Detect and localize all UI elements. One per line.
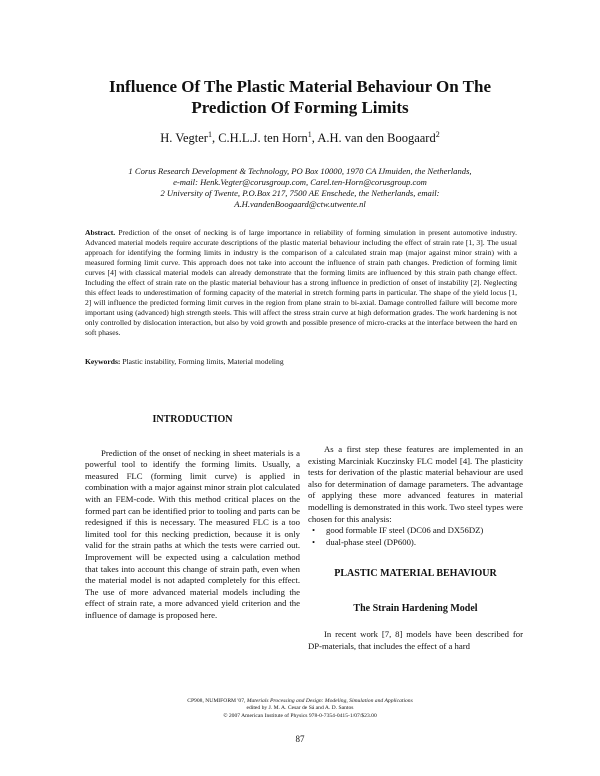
steel-type-list bbox=[308, 525, 523, 548]
footer-proceedings-title: Materials Processing and Design: Modeling, Simulation and Applications bbox=[246, 698, 413, 704]
author-2-affil: 1 bbox=[307, 130, 312, 139]
strain-hardening-paragraph bbox=[308, 629, 523, 652]
affiliation-line-1: 1 Corus Research Development & Technology, PO Box 10000, 1970 CA IJmuiden, the Netherlands, bbox=[128, 166, 472, 176]
abstract bbox=[85, 228, 517, 338]
footer-editors: edited by J. M. A. Cesar de Sá and A. D. Santos bbox=[246, 705, 354, 712]
list-item: • good formable IF steel (DC06 and DX56DZ) bbox=[308, 525, 523, 537]
affiliations bbox=[70, 166, 530, 210]
subsection-heading-strain: The Strain Hardening Model bbox=[353, 603, 478, 614]
title-line-1: Influence Of The Plastic Material Behaviour On The bbox=[108, 77, 492, 96]
author-2: C.H.L.J. ten Horn bbox=[218, 131, 308, 146]
affiliation-line-4: A.H.vandenBoogaard@ctw.utwente.nl bbox=[234, 199, 366, 209]
title-line-2: Prediction Of Forming Limits bbox=[191, 98, 409, 117]
publication-footer bbox=[60, 698, 540, 720]
author-1-affil: 1 bbox=[207, 130, 212, 139]
keywords-text: Plastic instability, Forming limits, Material modeling bbox=[122, 357, 284, 366]
page-number: 87 bbox=[295, 734, 305, 744]
list-item: • dual-phase steel (DP600). bbox=[308, 537, 523, 549]
strain-hardening-text: In recent work [7, 8] models have been described for DP-materials, that includes the effect of a hard bbox=[308, 629, 523, 651]
footer-copyright: © 2007 American Institute of Physics 978-0-7354-0415-1/07/$23.00 bbox=[223, 712, 377, 719]
footer-line-1 bbox=[60, 698, 540, 705]
author-3-affil: 2 bbox=[435, 130, 440, 139]
right-column bbox=[308, 444, 523, 548]
keywords bbox=[85, 357, 517, 367]
author-3: A.H. van den Boogaard bbox=[317, 131, 436, 146]
section-heading-plastic: PLASTIC MATERIAL BEHAVIOUR bbox=[334, 568, 497, 579]
right-paragraph: As a first step these features are implemented in an existing Marciniak Kuczinsky FLC model [4]. The plasticity tests for derivation of the plastic material behaviour are used also for determination of damage parameters. The advantage of applying these more advanced features in material modelling is demonstrated in this work. Two steel types were chosen for this analysis: bbox=[308, 444, 523, 524]
author-list: H. Vegter$^1$, C.H.L.J. ten Horn$^1$, A.H. van den Boogaard$^2$ bbox=[160, 130, 440, 146]
paper-title bbox=[60, 76, 540, 118]
affiliation-line-3: 2 University of Twente, P.O.Box 217, 7500 AE Enschede, the Netherlands, email: bbox=[160, 188, 440, 198]
abstract-text: Prediction of the onset of necking is of large importance in reliability of forming simulation in present automotive industry. Advanced material models require accurate descriptions of the plastic material behaviour including the effect of strain rate [1, 3]. The usual approach for identifying the forming limits in industry is the comparison of a calculated strain map (major against minor strain) with a measured forming limit curve. This approach does not take into account the influence of strain path changes. Prediction of forming limit curves [4] with classical material models can already demonstrate that the forming limits are influenced by this strain path change effect. Including the effect of strain rate on the plastic material behaviour has a strong influence in prediction of onset of instability [2]. Neglecting this effect leads to underestimation of forming capacity of the material in stretch forming parts in particular. The shape of the yield locus [1, 2] will influence the predicted forming limit curves in the region from plane strain to bi-axial. Damage controlled failure will become more important using (advanced) high strength steels. This will affect the stress strain curve at high deformation grades. The work hardening is not only controlled by dislocation interaction, but also by void growth and possible presence of micro-cracks at the interface between the hard en soft phases. bbox=[85, 228, 518, 337]
footer-conference: CP908, NUMIFORM '07, bbox=[187, 698, 246, 704]
left-column bbox=[85, 414, 300, 622]
author-1: H. Vegter bbox=[160, 131, 208, 146]
introduction-heading: INTRODUCTION bbox=[152, 414, 233, 425]
affiliation-line-2: e-mail: Henk.Vegter@corusgroup.com, Carel.ten-Horn@corusgroup.com bbox=[173, 177, 427, 187]
keywords-label: Keywords: bbox=[85, 357, 121, 366]
abstract-label: Abstract. bbox=[85, 228, 116, 237]
introduction-paragraph: Prediction of the onset of necking in sheet materials is a powerful tool to identify the forming limits. Usually, a measured FLC (forming limit curve) is applied in combination with a major against minor strain plot calculated with an FEM-code. With this method critical places on the formed part can be identified prior to tooling and parts can be redesigned if this is necessary. The measured FLC is a too limited tool for this necking prediction, because it is only valid for the strain paths at which the tests were carried out. Improvement will be expected using a calculation method that takes into account this change of strain path, even when the material model is not adapted completely for this effect. The use of more advanced material models including the effect of strain rate, a more advanced yield criterion and the influence of damage is proposed here. bbox=[85, 447, 300, 620]
